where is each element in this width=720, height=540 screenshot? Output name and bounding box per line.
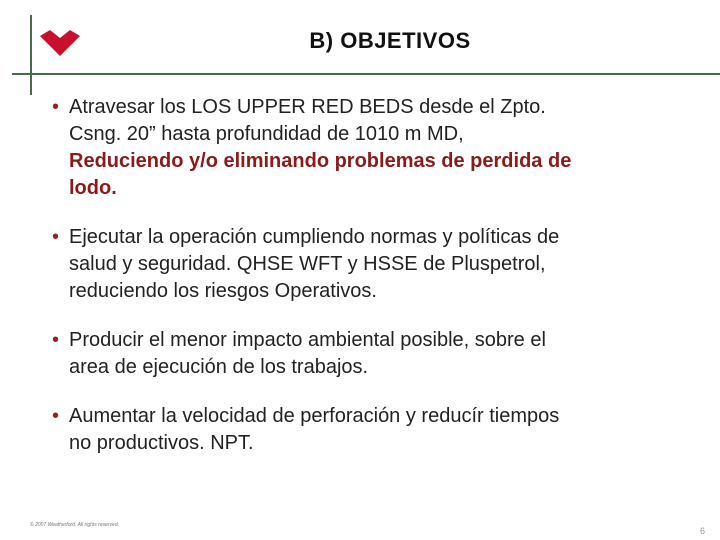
bullet-text-line: Atravesar los LOS UPPER RED BEDS desde el Zpto.	[69, 96, 546, 118]
bullet-emphasis-line: Reduciendo y/o eliminando problemas de perdida de	[69, 150, 572, 172]
objectives-list	[52, 94, 692, 457]
bullet-text-line: area de ejecución de los trabajos.	[69, 356, 369, 378]
list-item	[52, 403, 692, 457]
bullet-marker: •	[52, 226, 60, 248]
bullet-marker: •	[52, 405, 60, 427]
bullet-marker: •	[52, 329, 60, 351]
list-item	[52, 327, 692, 381]
page-title: B) OBJETIVOS	[309, 28, 471, 53]
bullet-text-line: Producir el menor impacto ambiental posible, sobre el	[69, 329, 546, 351]
bullet-text-line: Csng. 20” hasta profundidad de 1010 m MD,	[69, 123, 464, 145]
bullet-emphasis-line: lodo.	[69, 177, 117, 199]
bullet-text-line: salud y seguridad. QHSE WFT y HSSE de Pluspetrol,	[69, 253, 546, 275]
vertical-rule	[30, 15, 32, 95]
copyright-notice: © 2007 Weatherford. All rights reserved.	[30, 522, 120, 528]
page-number: 6	[700, 526, 706, 536]
bullet-text-line: reduciendo los riesgos Operativos.	[69, 280, 377, 302]
bullet-text-line: Ejecutar la operación cumpliendo normas y políticas de	[69, 226, 560, 248]
bullet-text-line: no productivos. NPT.	[69, 432, 254, 454]
list-item	[52, 224, 692, 305]
bullet-marker: •	[52, 96, 60, 118]
list-item	[52, 94, 692, 202]
horizontal-rule	[12, 73, 720, 75]
bullet-text-line: Aumentar la velocidad de perforación y reducír tiempos	[69, 405, 560, 427]
